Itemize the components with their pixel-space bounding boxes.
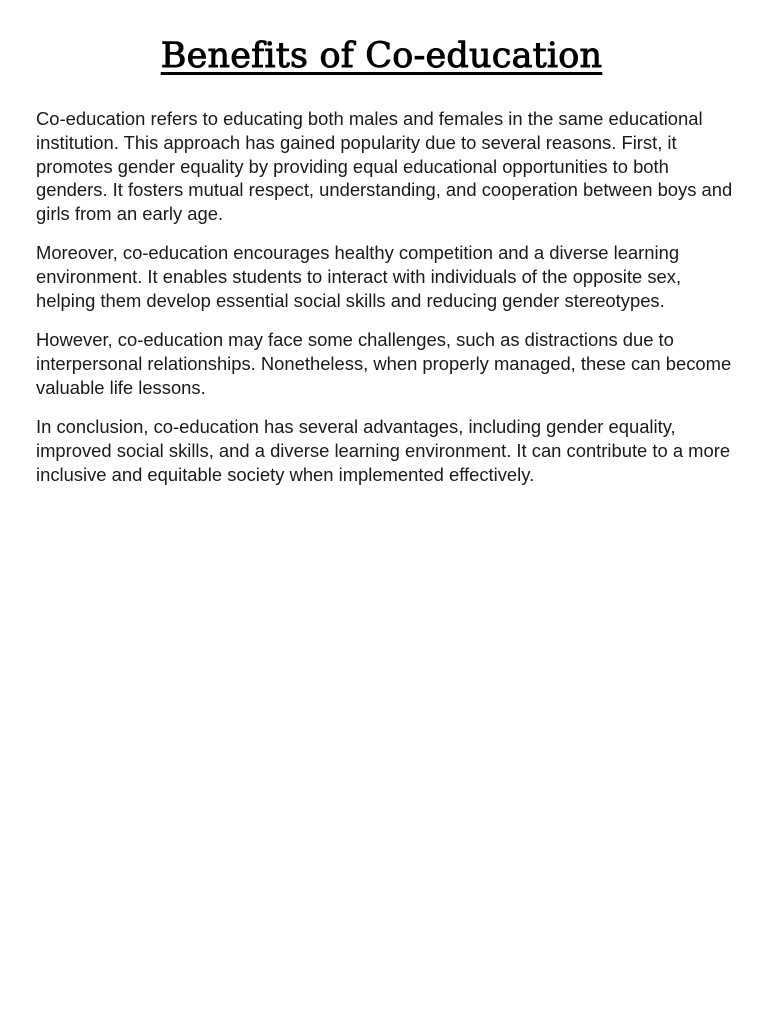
document-body	[36, 107, 736, 502]
paragraph-challenges: However, co-education may face some challenges, such as distractions due to interpersonal relationships. Nonetheless, when properly managed, these can become valuable life lessons.	[36, 329, 732, 398]
document-title: Benefits of Co-education	[160, 36, 603, 76]
paragraph-introduction: Co-education refers to educating both males and females in the same educational institution. This approach has gained popularity due to several reasons. First, it promotes gender equality by providing equal educational opportunities to both genders. It fosters mutual respect, understanding, and cooperation between boys and girls from an early age.	[36, 108, 733, 225]
paragraph-conclusion: In conclusion, co-education has several advantages, including gender equality, improved social skills, and a diverse learning environment. It can contribute to a more inclusive and equitable society when implemented effectively.	[36, 416, 731, 485]
paragraph-advantages: Moreover, co-education encourages healthy competition and a diverse learning environment. It enables students to interact with individuals of the opposite sex, helping them develop essential social skills and reducing gender stereotypes.	[36, 242, 682, 312]
